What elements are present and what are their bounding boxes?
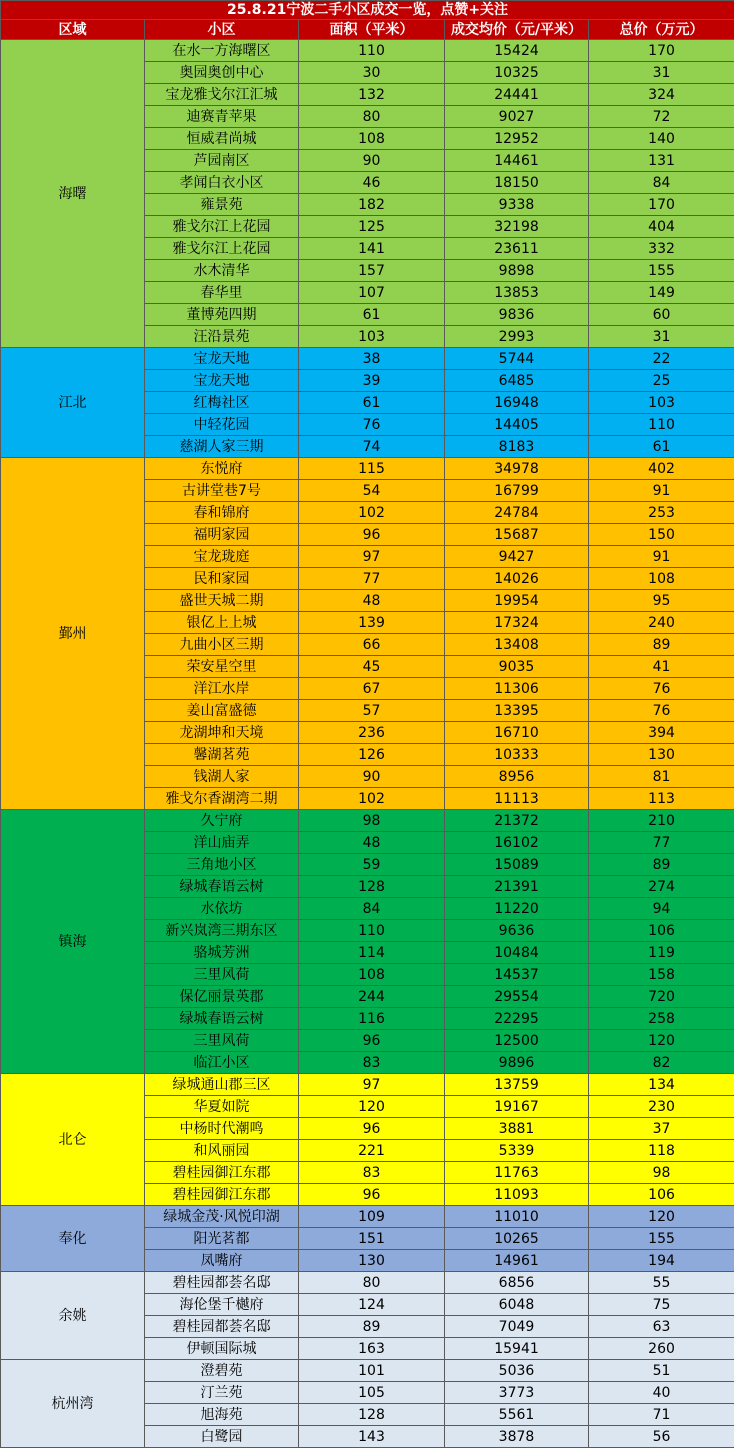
row-area: 124 xyxy=(299,1294,445,1316)
row-community: 慈湖人家三期 xyxy=(145,436,299,458)
row-community: 临江小区 xyxy=(145,1052,299,1074)
row-total-price: 134 xyxy=(589,1074,734,1096)
row-community: 伊顿国际城 xyxy=(145,1338,299,1360)
header-region: 区域 xyxy=(1,20,145,40)
row-community: 绿城通山郡三区 xyxy=(145,1074,299,1096)
row-area: 101 xyxy=(299,1360,445,1382)
row-total-price: 98 xyxy=(589,1162,734,1184)
row-unit-price: 14537 xyxy=(445,964,589,986)
header-community: 小区 xyxy=(145,20,299,40)
table-row xyxy=(1,810,734,832)
row-unit-price: 11113 xyxy=(445,788,589,810)
row-area: 108 xyxy=(299,964,445,986)
row-total-price: 194 xyxy=(589,1250,734,1272)
table-row xyxy=(1,1206,734,1228)
row-total-price: 37 xyxy=(589,1118,734,1140)
row-unit-price: 21372 xyxy=(445,810,589,832)
row-area: 115 xyxy=(299,458,445,480)
row-total-price: 260 xyxy=(589,1338,734,1360)
row-community: 古讲堂巷7号 xyxy=(145,480,299,502)
row-unit-price: 11763 xyxy=(445,1162,589,1184)
row-unit-price: 16948 xyxy=(445,392,589,414)
row-area: 102 xyxy=(299,502,445,524)
row-total-price: 110 xyxy=(589,414,734,436)
row-total-price: 106 xyxy=(589,920,734,942)
row-total-price: 81 xyxy=(589,766,734,788)
row-area: 141 xyxy=(299,238,445,260)
row-unit-price: 13395 xyxy=(445,700,589,722)
row-community: 骆城芳洲 xyxy=(145,942,299,964)
row-community: 阳光茗都 xyxy=(145,1228,299,1250)
row-community: 洋山庙弄 xyxy=(145,832,299,854)
row-unit-price: 15941 xyxy=(445,1338,589,1360)
row-total-price: 720 xyxy=(589,986,734,1008)
row-community: 雅戈尔江上花园 xyxy=(145,216,299,238)
region-cell: 鄞州 xyxy=(1,458,145,810)
row-total-price: 89 xyxy=(589,634,734,656)
row-area: 114 xyxy=(299,942,445,964)
table-row xyxy=(1,1272,734,1294)
row-community: 碧桂园都荟名邸 xyxy=(145,1316,299,1338)
row-unit-price: 3878 xyxy=(445,1426,589,1448)
row-area: 139 xyxy=(299,612,445,634)
row-area: 96 xyxy=(299,1184,445,1206)
row-unit-price: 14961 xyxy=(445,1250,589,1272)
row-total-price: 71 xyxy=(589,1404,734,1426)
region-cell: 余姚 xyxy=(1,1272,145,1360)
row-total-price: 119 xyxy=(589,942,734,964)
row-total-price: 120 xyxy=(589,1206,734,1228)
row-total-price: 170 xyxy=(589,40,734,62)
row-area: 76 xyxy=(299,414,445,436)
row-total-price: 118 xyxy=(589,1140,734,1162)
row-community: 中轻花园 xyxy=(145,414,299,436)
row-area: 38 xyxy=(299,348,445,370)
row-area: 54 xyxy=(299,480,445,502)
row-total-price: 82 xyxy=(589,1052,734,1074)
row-area: 89 xyxy=(299,1316,445,1338)
row-total-price: 150 xyxy=(589,524,734,546)
row-unit-price: 22295 xyxy=(445,1008,589,1030)
row-total-price: 76 xyxy=(589,700,734,722)
row-total-price: 113 xyxy=(589,788,734,810)
row-area: 108 xyxy=(299,128,445,150)
row-area: 77 xyxy=(299,568,445,590)
table-body xyxy=(1,1,734,1448)
row-total-price: 155 xyxy=(589,260,734,282)
row-total-price: 91 xyxy=(589,546,734,568)
row-unit-price: 10333 xyxy=(445,744,589,766)
row-area: 143 xyxy=(299,1426,445,1448)
row-total-price: 149 xyxy=(589,282,734,304)
row-unit-price: 13759 xyxy=(445,1074,589,1096)
header-area: 面积（平米） xyxy=(299,20,445,40)
row-community: 东悦府 xyxy=(145,458,299,480)
row-total-price: 22 xyxy=(589,348,734,370)
row-community: 宝龙天地 xyxy=(145,370,299,392)
table-row xyxy=(1,458,734,480)
row-area: 98 xyxy=(299,810,445,832)
header-total-price: 总价（万元） xyxy=(589,20,734,40)
row-unit-price: 9035 xyxy=(445,656,589,678)
row-total-price: 131 xyxy=(589,150,734,172)
row-unit-price: 6048 xyxy=(445,1294,589,1316)
row-unit-price: 5561 xyxy=(445,1404,589,1426)
row-community: 姜山富盛德 xyxy=(145,700,299,722)
row-total-price: 394 xyxy=(589,722,734,744)
row-unit-price: 11093 xyxy=(445,1184,589,1206)
row-community: 在水一方海曙区 xyxy=(145,40,299,62)
row-unit-price: 11220 xyxy=(445,898,589,920)
row-total-price: 61 xyxy=(589,436,734,458)
row-community: 中杨时代潮鸣 xyxy=(145,1118,299,1140)
row-area: 105 xyxy=(299,1382,445,1404)
row-total-price: 402 xyxy=(589,458,734,480)
row-unit-price: 9836 xyxy=(445,304,589,326)
row-unit-price: 24441 xyxy=(445,84,589,106)
row-community: 九曲小区三期 xyxy=(145,634,299,656)
row-total-price: 170 xyxy=(589,194,734,216)
row-unit-price: 29554 xyxy=(445,986,589,1008)
row-unit-price: 21391 xyxy=(445,876,589,898)
row-area: 84 xyxy=(299,898,445,920)
row-unit-price: 6485 xyxy=(445,370,589,392)
row-community: 民和家园 xyxy=(145,568,299,590)
row-unit-price: 9898 xyxy=(445,260,589,282)
row-unit-price: 9636 xyxy=(445,920,589,942)
row-area: 97 xyxy=(299,546,445,568)
region-cell: 北仑 xyxy=(1,1074,145,1206)
row-area: 45 xyxy=(299,656,445,678)
row-area: 116 xyxy=(299,1008,445,1030)
row-community: 雍景苑 xyxy=(145,194,299,216)
row-unit-price: 6856 xyxy=(445,1272,589,1294)
row-unit-price: 18150 xyxy=(445,172,589,194)
row-area: 96 xyxy=(299,1030,445,1052)
row-community: 保亿丽景英郡 xyxy=(145,986,299,1008)
row-area: 163 xyxy=(299,1338,445,1360)
row-unit-price: 11306 xyxy=(445,678,589,700)
row-community: 银亿上上城 xyxy=(145,612,299,634)
row-community: 雅戈尔香湖湾二期 xyxy=(145,788,299,810)
title-row xyxy=(1,1,734,20)
row-area: 74 xyxy=(299,436,445,458)
row-community: 旭海苑 xyxy=(145,1404,299,1426)
row-unit-price: 5036 xyxy=(445,1360,589,1382)
row-area: 80 xyxy=(299,106,445,128)
row-community: 水依坊 xyxy=(145,898,299,920)
row-area: 110 xyxy=(299,920,445,942)
row-unit-price: 19167 xyxy=(445,1096,589,1118)
row-area: 120 xyxy=(299,1096,445,1118)
row-unit-price: 8956 xyxy=(445,766,589,788)
row-total-price: 76 xyxy=(589,678,734,700)
row-community: 华夏如院 xyxy=(145,1096,299,1118)
row-community: 奥园奥创中心 xyxy=(145,62,299,84)
row-total-price: 230 xyxy=(589,1096,734,1118)
row-community: 碧桂园都荟名邸 xyxy=(145,1272,299,1294)
row-total-price: 158 xyxy=(589,964,734,986)
row-community: 董博苑四期 xyxy=(145,304,299,326)
row-total-price: 332 xyxy=(589,238,734,260)
row-unit-price: 13853 xyxy=(445,282,589,304)
row-area: 30 xyxy=(299,62,445,84)
row-unit-price: 14026 xyxy=(445,568,589,590)
row-area: 67 xyxy=(299,678,445,700)
row-area: 46 xyxy=(299,172,445,194)
row-unit-price: 16710 xyxy=(445,722,589,744)
row-community: 福明家园 xyxy=(145,524,299,546)
row-community: 孝闻白衣小区 xyxy=(145,172,299,194)
row-total-price: 63 xyxy=(589,1316,734,1338)
row-total-price: 95 xyxy=(589,590,734,612)
row-community: 海伦堡千樾府 xyxy=(145,1294,299,1316)
row-community: 雅戈尔江上花园 xyxy=(145,238,299,260)
row-community: 汀兰苑 xyxy=(145,1382,299,1404)
header-unit-price: 成交均价（元/平米） xyxy=(445,20,589,40)
row-area: 96 xyxy=(299,1118,445,1140)
row-area: 244 xyxy=(299,986,445,1008)
row-area: 128 xyxy=(299,876,445,898)
row-community: 碧桂园御江东郡 xyxy=(145,1184,299,1206)
row-unit-price: 9338 xyxy=(445,194,589,216)
row-total-price: 94 xyxy=(589,898,734,920)
row-area: 96 xyxy=(299,524,445,546)
row-area: 125 xyxy=(299,216,445,238)
row-unit-price: 3773 xyxy=(445,1382,589,1404)
row-unit-price: 12500 xyxy=(445,1030,589,1052)
row-area: 80 xyxy=(299,1272,445,1294)
row-unit-price: 23611 xyxy=(445,238,589,260)
row-community: 红梅社区 xyxy=(145,392,299,414)
row-unit-price: 34978 xyxy=(445,458,589,480)
row-unit-price: 2993 xyxy=(445,326,589,348)
row-area: 61 xyxy=(299,304,445,326)
row-area: 66 xyxy=(299,634,445,656)
table-row xyxy=(1,1074,734,1096)
row-total-price: 56 xyxy=(589,1426,734,1448)
row-community: 碧桂园御江东郡 xyxy=(145,1162,299,1184)
row-community: 龙湖坤和天境 xyxy=(145,722,299,744)
row-community: 新兴岚湾三期东区 xyxy=(145,920,299,942)
row-unit-price: 15687 xyxy=(445,524,589,546)
header-row xyxy=(1,20,734,40)
row-total-price: 72 xyxy=(589,106,734,128)
row-area: 90 xyxy=(299,766,445,788)
row-total-price: 40 xyxy=(589,1382,734,1404)
row-area: 107 xyxy=(299,282,445,304)
row-unit-price: 17324 xyxy=(445,612,589,634)
row-total-price: 31 xyxy=(589,326,734,348)
row-community: 春和锦府 xyxy=(145,502,299,524)
table-title: 25.8.21宁波二手小区成交一览，点赞+关注 xyxy=(1,1,734,20)
row-area: 103 xyxy=(299,326,445,348)
row-unit-price: 14405 xyxy=(445,414,589,436)
row-community: 馨湖茗苑 xyxy=(145,744,299,766)
row-community: 宝龙珑庭 xyxy=(145,546,299,568)
row-unit-price: 11010 xyxy=(445,1206,589,1228)
row-total-price: 106 xyxy=(589,1184,734,1206)
region-cell: 海曙 xyxy=(1,40,145,348)
row-unit-price: 3881 xyxy=(445,1118,589,1140)
row-community: 久宁府 xyxy=(145,810,299,832)
row-community: 春华里 xyxy=(145,282,299,304)
row-total-price: 103 xyxy=(589,392,734,414)
row-total-price: 155 xyxy=(589,1228,734,1250)
region-cell: 镇海 xyxy=(1,810,145,1074)
row-unit-price: 24784 xyxy=(445,502,589,524)
region-cell: 奉化 xyxy=(1,1206,145,1272)
row-area: 130 xyxy=(299,1250,445,1272)
row-unit-price: 7049 xyxy=(445,1316,589,1338)
row-total-price: 77 xyxy=(589,832,734,854)
row-unit-price: 12952 xyxy=(445,128,589,150)
row-total-price: 140 xyxy=(589,128,734,150)
row-community: 三里风荷 xyxy=(145,1030,299,1052)
row-unit-price: 16799 xyxy=(445,480,589,502)
row-community: 绿城春语云树 xyxy=(145,876,299,898)
row-community: 宝龙天地 xyxy=(145,348,299,370)
row-area: 83 xyxy=(299,1162,445,1184)
row-unit-price: 9427 xyxy=(445,546,589,568)
row-area: 157 xyxy=(299,260,445,282)
row-community: 绿城金茂·风悦印湖 xyxy=(145,1206,299,1228)
row-area: 90 xyxy=(299,150,445,172)
row-total-price: 258 xyxy=(589,1008,734,1030)
row-total-price: 324 xyxy=(589,84,734,106)
row-community: 钱湖人家 xyxy=(145,766,299,788)
row-area: 39 xyxy=(299,370,445,392)
row-community: 恒威君尚城 xyxy=(145,128,299,150)
row-community: 和风丽园 xyxy=(145,1140,299,1162)
row-area: 83 xyxy=(299,1052,445,1074)
table-row xyxy=(1,348,734,370)
row-area: 151 xyxy=(299,1228,445,1250)
row-unit-price: 9027 xyxy=(445,106,589,128)
row-unit-price: 9896 xyxy=(445,1052,589,1074)
table-row xyxy=(1,1360,734,1382)
row-unit-price: 15424 xyxy=(445,40,589,62)
row-total-price: 130 xyxy=(589,744,734,766)
row-community: 宝龙雅戈尔江汇城 xyxy=(145,84,299,106)
row-area: 61 xyxy=(299,392,445,414)
table-row xyxy=(1,40,734,62)
row-total-price: 89 xyxy=(589,854,734,876)
row-area: 128 xyxy=(299,1404,445,1426)
row-unit-price: 10325 xyxy=(445,62,589,84)
row-total-price: 253 xyxy=(589,502,734,524)
row-unit-price: 15089 xyxy=(445,854,589,876)
row-total-price: 210 xyxy=(589,810,734,832)
row-community: 盛世天城二期 xyxy=(145,590,299,612)
row-unit-price: 13408 xyxy=(445,634,589,656)
row-community: 迪赛青苹果 xyxy=(145,106,299,128)
row-unit-price: 5744 xyxy=(445,348,589,370)
row-community: 白鹭园 xyxy=(145,1426,299,1448)
row-total-price: 91 xyxy=(589,480,734,502)
row-unit-price: 5339 xyxy=(445,1140,589,1162)
row-total-price: 240 xyxy=(589,612,734,634)
row-total-price: 108 xyxy=(589,568,734,590)
row-unit-price: 10265 xyxy=(445,1228,589,1250)
row-area: 59 xyxy=(299,854,445,876)
row-unit-price: 16102 xyxy=(445,832,589,854)
row-unit-price: 14461 xyxy=(445,150,589,172)
row-community: 芦园南区 xyxy=(145,150,299,172)
row-total-price: 75 xyxy=(589,1294,734,1316)
row-area: 110 xyxy=(299,40,445,62)
row-total-price: 274 xyxy=(589,876,734,898)
row-area: 48 xyxy=(299,832,445,854)
row-area: 97 xyxy=(299,1074,445,1096)
row-community: 水木清华 xyxy=(145,260,299,282)
row-total-price: 120 xyxy=(589,1030,734,1052)
row-community: 三角地小区 xyxy=(145,854,299,876)
row-area: 109 xyxy=(299,1206,445,1228)
row-area: 126 xyxy=(299,744,445,766)
row-area: 221 xyxy=(299,1140,445,1162)
region-cell: 江北 xyxy=(1,348,145,458)
row-area: 182 xyxy=(299,194,445,216)
row-unit-price: 10484 xyxy=(445,942,589,964)
row-unit-price: 32198 xyxy=(445,216,589,238)
row-total-price: 84 xyxy=(589,172,734,194)
row-area: 132 xyxy=(299,84,445,106)
region-cell: 杭州湾 xyxy=(1,1360,145,1448)
row-total-price: 41 xyxy=(589,656,734,678)
row-area: 102 xyxy=(299,788,445,810)
row-community: 三里风荷 xyxy=(145,964,299,986)
row-total-price: 55 xyxy=(589,1272,734,1294)
row-unit-price: 8183 xyxy=(445,436,589,458)
row-total-price: 60 xyxy=(589,304,734,326)
row-total-price: 25 xyxy=(589,370,734,392)
row-area: 57 xyxy=(299,700,445,722)
row-community: 荣安星空里 xyxy=(145,656,299,678)
row-area: 48 xyxy=(299,590,445,612)
row-total-price: 51 xyxy=(589,1360,734,1382)
row-total-price: 404 xyxy=(589,216,734,238)
row-community: 绿城春语云树 xyxy=(145,1008,299,1030)
row-community: 洋江水岸 xyxy=(145,678,299,700)
row-unit-price: 19954 xyxy=(445,590,589,612)
row-community: 澄碧苑 xyxy=(145,1360,299,1382)
row-total-price: 31 xyxy=(589,62,734,84)
row-community: 凤嘴府 xyxy=(145,1250,299,1272)
row-area: 236 xyxy=(299,722,445,744)
row-community: 汪沿景苑 xyxy=(145,326,299,348)
